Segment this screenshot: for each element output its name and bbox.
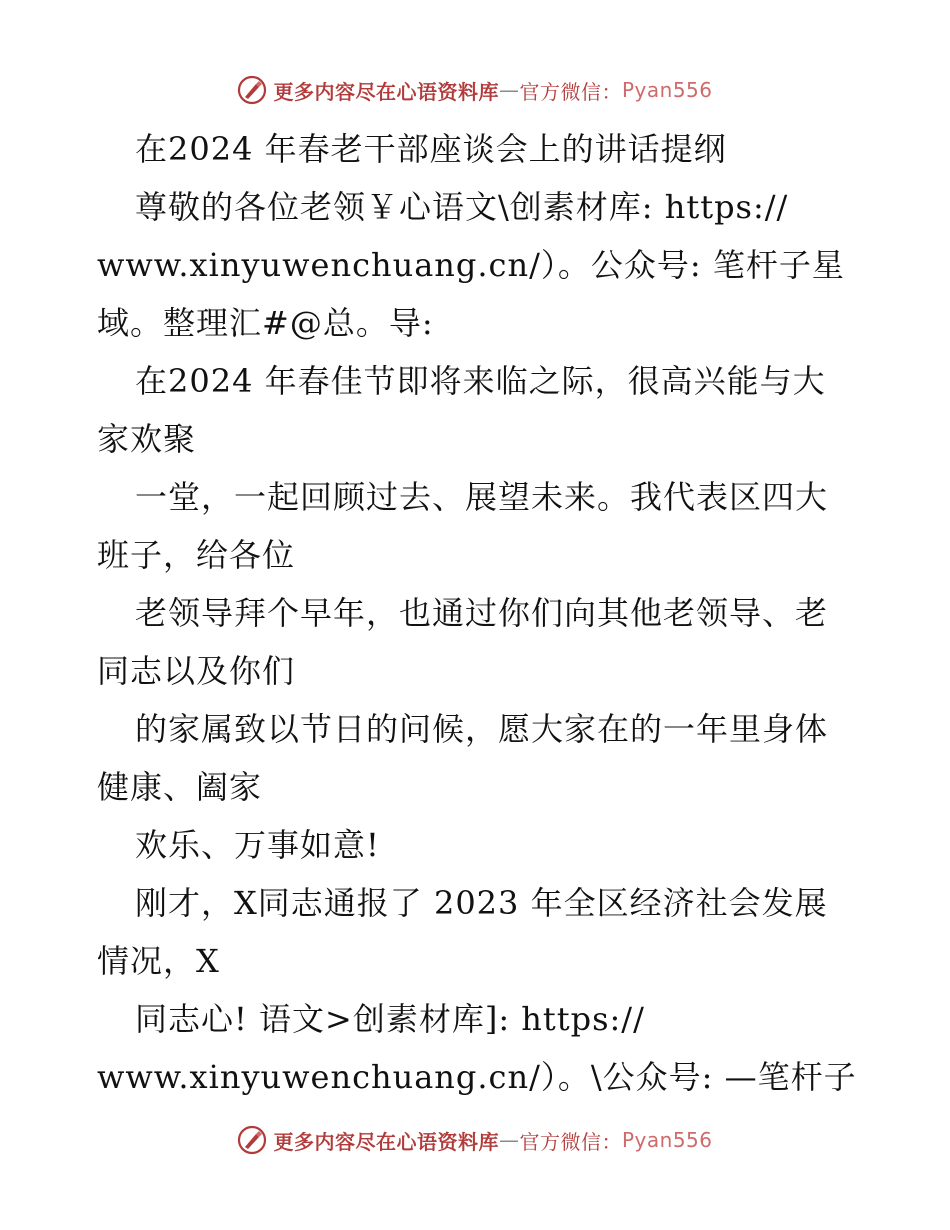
text-line: 情况，X — [97, 942, 220, 980]
banner-main-text: 更多内容尽在心语资料库 — [273, 1129, 499, 1154]
pen-logo-icon — [237, 75, 267, 105]
banner-dash: — — [498, 78, 520, 102]
text-line: 的家属致以节日的问候，愿大家在的一年里身体 — [135, 710, 829, 748]
text-line: 域。整理汇#@总。导: — [97, 304, 434, 342]
text-line: 班子，给各位 — [97, 536, 296, 574]
banner-main-text: 更多内容尽在心语资料库 — [273, 79, 499, 104]
banner-wechat-id: Pyan556 — [621, 78, 713, 102]
text-line: 同志心! 语文>创素材库]: https:// — [135, 1000, 645, 1038]
banner-wechat-id: Pyan556 — [621, 1128, 713, 1152]
text-line: www.xinyuwenchuang.cn/）。公众号: 笔杆子星 — [97, 246, 845, 284]
text-line: 家欢聚 — [97, 420, 197, 458]
text-line: 欢乐、万事如意! — [135, 826, 380, 864]
footer-banner — [0, 1120, 950, 1160]
text-line: 一堂，一起回顾过去、展望未来。我代表区四大 — [135, 478, 829, 516]
text-line: 刚才，X同志通报了 2023 年全区经济社会发展 — [135, 884, 828, 922]
banner-dash: — — [498, 1128, 520, 1152]
pen-logo-icon — [237, 1125, 267, 1155]
banner-wechat-label: 官方微信： — [519, 79, 622, 104]
text-line: 同志以及你们 — [97, 652, 296, 690]
banner-wechat-label: 官方微信： — [519, 1129, 622, 1154]
text-line: 在2024 年春老干部座谈会上的讲话提纲 — [135, 130, 727, 168]
document-body — [97, 120, 857, 1106]
header-banner — [0, 70, 950, 110]
text-line: 健康、阖家 — [97, 768, 263, 806]
text-line: 尊敬的各位老领￥心语文\创素材库: https:// — [135, 188, 789, 226]
text-line: 老领导拜个早年，也通过你们向其他老领导、老 — [135, 594, 829, 632]
text-line: 在2024 年春佳节即将来临之际，很高兴能与大 — [135, 362, 826, 400]
text-line: www.xinyuwenchuang.cn/）。\公众号: —笔杆子 — [97, 1058, 857, 1096]
